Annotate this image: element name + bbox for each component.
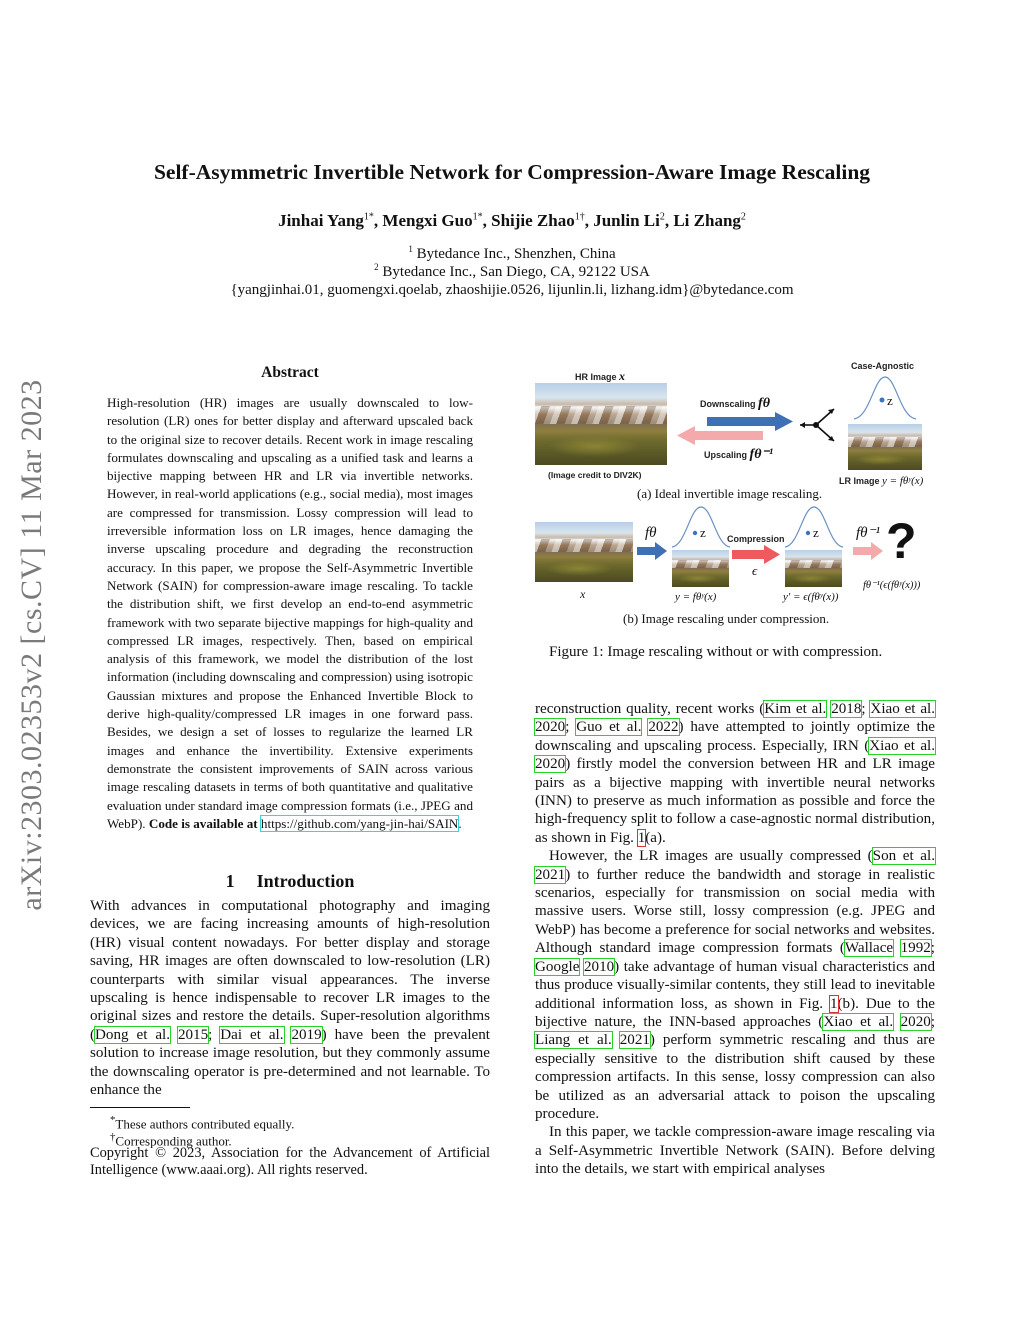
- text-run: ) have attempted to jointly optimize the downscaling and upscaling process. Especially, IRN (: [535, 719, 935, 754]
- copyright-notice: Copyright © 2023, Association for the Advancement of Artificial Intelligence (www.aaai.org). All rights reserved.: [90, 1145, 490, 1178]
- abstract-body: [107, 394, 473, 833]
- section-number: 1: [225, 871, 235, 891]
- code-link[interactable]: https://github.com/yang-jin-hai/SAIN: [260, 815, 459, 831]
- upscaling-label: Upscaling fθ⁻¹: [704, 447, 774, 462]
- citation-link[interactable]: 2020: [535, 719, 566, 736]
- citation-link[interactable]: Google: [535, 958, 580, 975]
- downscaling-label: Downscaling fθ: [700, 396, 770, 411]
- footnote-mark: †: [110, 1131, 116, 1143]
- text-run: ) to further reduce the bandwidth and storage in realistic scenarios, especially for transmission on social media with massive users. Worse still, lossy compression (e.g. JPEG and WebP) has become a preference for social networks and websites. Although standard image compression formats (: [535, 866, 935, 957]
- latent-z: z: [887, 393, 893, 408]
- citation-link[interactable]: 2022: [648, 719, 679, 736]
- author-emails: {yangjinhai.01, guomengxi.qoelab, zhaoshijie.0526, lijunlin.li, lizhang.idm}@bytedance.com: [230, 282, 794, 298]
- citation-link[interactable]: 1992: [900, 940, 931, 957]
- citation-link[interactable]: Xiao et al.: [869, 737, 935, 754]
- author-name: Li Zhang: [673, 211, 741, 230]
- author-list: Jinhai Yang$^{1*}$, Mengxi Guo$^{1*}$, Shijie Zhao$^{1\dagger}$, Junlin Li$^2$, Li Zhang$^2$: [278, 211, 746, 230]
- text-run: (a).: [645, 829, 666, 846]
- arxiv-identifier: arXiv:2303.02353v2 [cs.CV] 11 Mar 2023: [15, 379, 48, 911]
- separator: ;: [208, 1026, 221, 1043]
- citation-link[interactable]: 2018: [831, 701, 862, 717]
- inverse-arrow-icon: [852, 542, 884, 560]
- author-name: Junlin Li: [593, 211, 660, 230]
- citation-link[interactable]: 2010: [583, 958, 615, 975]
- right-column-text: [535, 700, 935, 1179]
- reconstruction-equation: fθ⁻¹(ϵ(fθʸ(x))): [863, 580, 921, 591]
- abstract-heading: Abstract: [261, 364, 319, 381]
- figure-1: [530, 355, 950, 665]
- figure-reference-link[interactable]: 1: [829, 995, 838, 1012]
- citation-link[interactable]: 2021: [619, 1032, 650, 1049]
- author-mark: 1*: [472, 211, 483, 223]
- section-heading-introduction: [90, 871, 490, 892]
- question-mark-icon: ?: [886, 513, 917, 569]
- input-x: x: [580, 587, 586, 601]
- compression-label: Compression: [727, 534, 785, 544]
- citation-link[interactable]: Guo et al.: [576, 719, 642, 736]
- intro-text: With advances in computational photography and imaging devices, we are facing increasing amounts of high-resolution (HR) visual content nowadays. For better display and storage saving, HR images are often downscaled to low-resolution (LR) counterparts with similar visual appearances. The inverse upscaling is hence indispensable to recover LR images to the original sizes and restore the details. Super-resolution algorithms (: [90, 898, 490, 1043]
- text-run: ;: [565, 719, 577, 736]
- compressed-lr-equation: y′ = ϵ(fθʸ(x)): [783, 591, 839, 603]
- case-agnostic-label: Case-Agnostic: [851, 361, 915, 371]
- footnote-text: Corresponding author.: [115, 1133, 232, 1149]
- text-run: ) take advantage of human visual characteristics and thus produce visually-similar contents, they still lead to inevitable additional information loss, as shown in Fig.: [535, 958, 935, 1012]
- latent-z: z: [813, 525, 819, 540]
- footnote-text: These authors contributed equally.: [115, 1116, 295, 1132]
- forward-f: fθ: [645, 525, 657, 541]
- compressed-lr-image: [785, 550, 842, 587]
- paragraph: [535, 1123, 935, 1178]
- compression-epsilon: ϵ: [752, 563, 758, 578]
- text-run: ) perform symmetric rescaling and thus are especially sensitive to the distribution shift caused by these compression artifacts. In this sense, lossy compression can also be utilized as an adversarial attack to poison the upscaling procedure.: [535, 1032, 935, 1122]
- citation-link[interactable]: Dai et al.: [220, 1026, 284, 1043]
- citation-year-link[interactable]: 2015: [177, 1026, 209, 1043]
- hr-image-label: HR Image x: [575, 369, 626, 383]
- section-title: Introduction: [256, 871, 355, 891]
- abstract-text: High-resolution (HR) images are usually downscaled to low-resolution (LR) ones for better display and afterward upscaled back to the original size to recover details. Recent work in image rescaling formulates downscaling and upscaling as a unified task and learns a bijective mapping between HR and LR via invertible networks. However, in real-world applications (e.g., social media), most images are compressed for transmission. Lossy compression will lead to irreversible information loss on LR images, hence damaging the inverse upscaling procedure and degrading the reconstruction accuracy. In this paper, we propose the Self-Asymmetric Invertible Network (SAIN) for compression-aware image rescaling. To tackle the distribution shift, we first develop an end-to-end asymmetric framework with two separate bijective mappings for high-quality and compressed LR images, respectively. Then, based on empirical analysis of this framework, we model the distribution of the lost information (including downscaling and compression) using isotropic Gaussian mixtures and propose the Enhanced Invertible Block to derive high-quality/compressed LR images in one forward pass. Besides, we design a set of losses to regularize the learned LR images and enhance the invertibility. Extensive experiments demonstrate the consistent improvements of SAIN across various image rescaling datasets in terms of both quantitative and qualitative evaluation under standard image compression formats (i.e., JPEG and WebP).: [107, 395, 473, 831]
- citation-link[interactable]: 2020: [900, 1013, 931, 1030]
- citation-link[interactable]: Liang et al.: [535, 1032, 612, 1049]
- citation-link[interactable]: 2020: [535, 756, 566, 773]
- author-mark: 1†: [574, 211, 585, 223]
- citation-link[interactable]: 2021: [535, 866, 566, 883]
- citation-link[interactable]: Wallace: [844, 940, 894, 957]
- author-mark: 2: [740, 211, 746, 223]
- figure-reference-link[interactable]: 1: [637, 829, 646, 846]
- upscaling-arrow-icon: [675, 426, 765, 446]
- intro-paragraph: [90, 897, 490, 1099]
- gaussian-curve-icon: [852, 373, 918, 421]
- author-name: Jinhai Yang: [278, 211, 364, 230]
- hr-image: [535, 383, 667, 465]
- footnote-mark: *: [110, 1114, 116, 1126]
- period: .: [458, 815, 462, 831]
- lr-image: [848, 424, 922, 470]
- text-run: (b). Due to the bijective nature, the INN-based approaches (: [535, 995, 935, 1030]
- text-run: reconstruction quality, recent works (: [535, 701, 765, 717]
- affiliation-mark: 1: [408, 244, 413, 254]
- citation-link[interactable]: Xiao et al.: [870, 701, 936, 717]
- citation-year-link[interactable]: 2019: [291, 1026, 322, 1043]
- paragraph: [535, 847, 935, 1123]
- split-junction-icon: [796, 403, 840, 447]
- intro-text: ) have been the prevalent solution to increase image resolution, but they commonly assume the downscaling operator is pre-determined and not learnable. To enhance the: [90, 1026, 490, 1099]
- paragraph: [535, 700, 935, 847]
- affiliation-1: [0, 244, 1024, 263]
- text-run: ;: [930, 1013, 936, 1030]
- subcaption-a: (a) Ideal invertible image rescaling.: [637, 486, 823, 501]
- figure-caption: Figure 1: Image rescaling without or with compression.: [549, 644, 883, 660]
- footnote-divider: [90, 1107, 190, 1108]
- text-run: In this paper, we tackle compression-aware image rescaling via a Self-Asymmetric Invertible Network (SAIN). Before delving into the details, we start with empirical analyses: [535, 1124, 935, 1178]
- affiliation-text: Bytedance Inc., Shenzhen, China: [412, 246, 616, 262]
- forward-arrow-icon: [636, 542, 668, 560]
- text-run: ;: [861, 701, 871, 717]
- author-mark: 2: [659, 211, 665, 223]
- code-availability: Code is available at: [148, 815, 258, 831]
- text-run: ;: [930, 940, 935, 957]
- latent-z: z: [700, 525, 706, 540]
- affiliation-2: [0, 262, 1024, 281]
- author-name: Mengxi Guo: [382, 211, 473, 230]
- citation-link[interactable]: Xiao et al.: [823, 1013, 894, 1030]
- lr-image: [672, 550, 729, 587]
- citation-link[interactable]: Kim et al.: [764, 701, 827, 717]
- subcaption-b: (b) Image rescaling under compression.: [623, 611, 830, 626]
- lr-equation: y = fθʸ(x): [675, 591, 717, 603]
- citation-link[interactable]: Son et al.: [872, 848, 935, 865]
- text-run: [893, 940, 900, 956]
- lr-image-label: LR Image y = fθʸ(x): [839, 475, 924, 487]
- text-run: However, the LR images are usually compressed (: [549, 848, 873, 865]
- citation-link[interactable]: Dong et al.: [95, 1026, 171, 1043]
- inverse-f: fθ⁻¹: [856, 525, 880, 541]
- image-credit: (Image credit to DIV2K): [548, 470, 642, 480]
- text-run: [893, 1014, 900, 1030]
- text-run: [612, 1032, 620, 1048]
- compression-arrow-icon: [731, 545, 781, 565]
- affiliation-mark: 2: [374, 262, 379, 272]
- author-mark: 1*: [363, 211, 374, 223]
- paper-title: Self-Asymmetric Invertible Network for Compression-Aware Image Rescaling: [153, 160, 871, 184]
- affiliation-text: Bytedance Inc., San Diego, CA, 92122 USA: [378, 264, 650, 280]
- text-run: ) firstly model the conversion between HR and LR image pairs as a bijective mapping with invertible neural networks (INN) to preserve as much information as possible and force the high-frequency split to follow a case-agnostic normal distribution, as shown in Fig.: [535, 756, 935, 846]
- input-image: [535, 522, 633, 582]
- author-name: Shijie Zhao: [491, 211, 575, 230]
